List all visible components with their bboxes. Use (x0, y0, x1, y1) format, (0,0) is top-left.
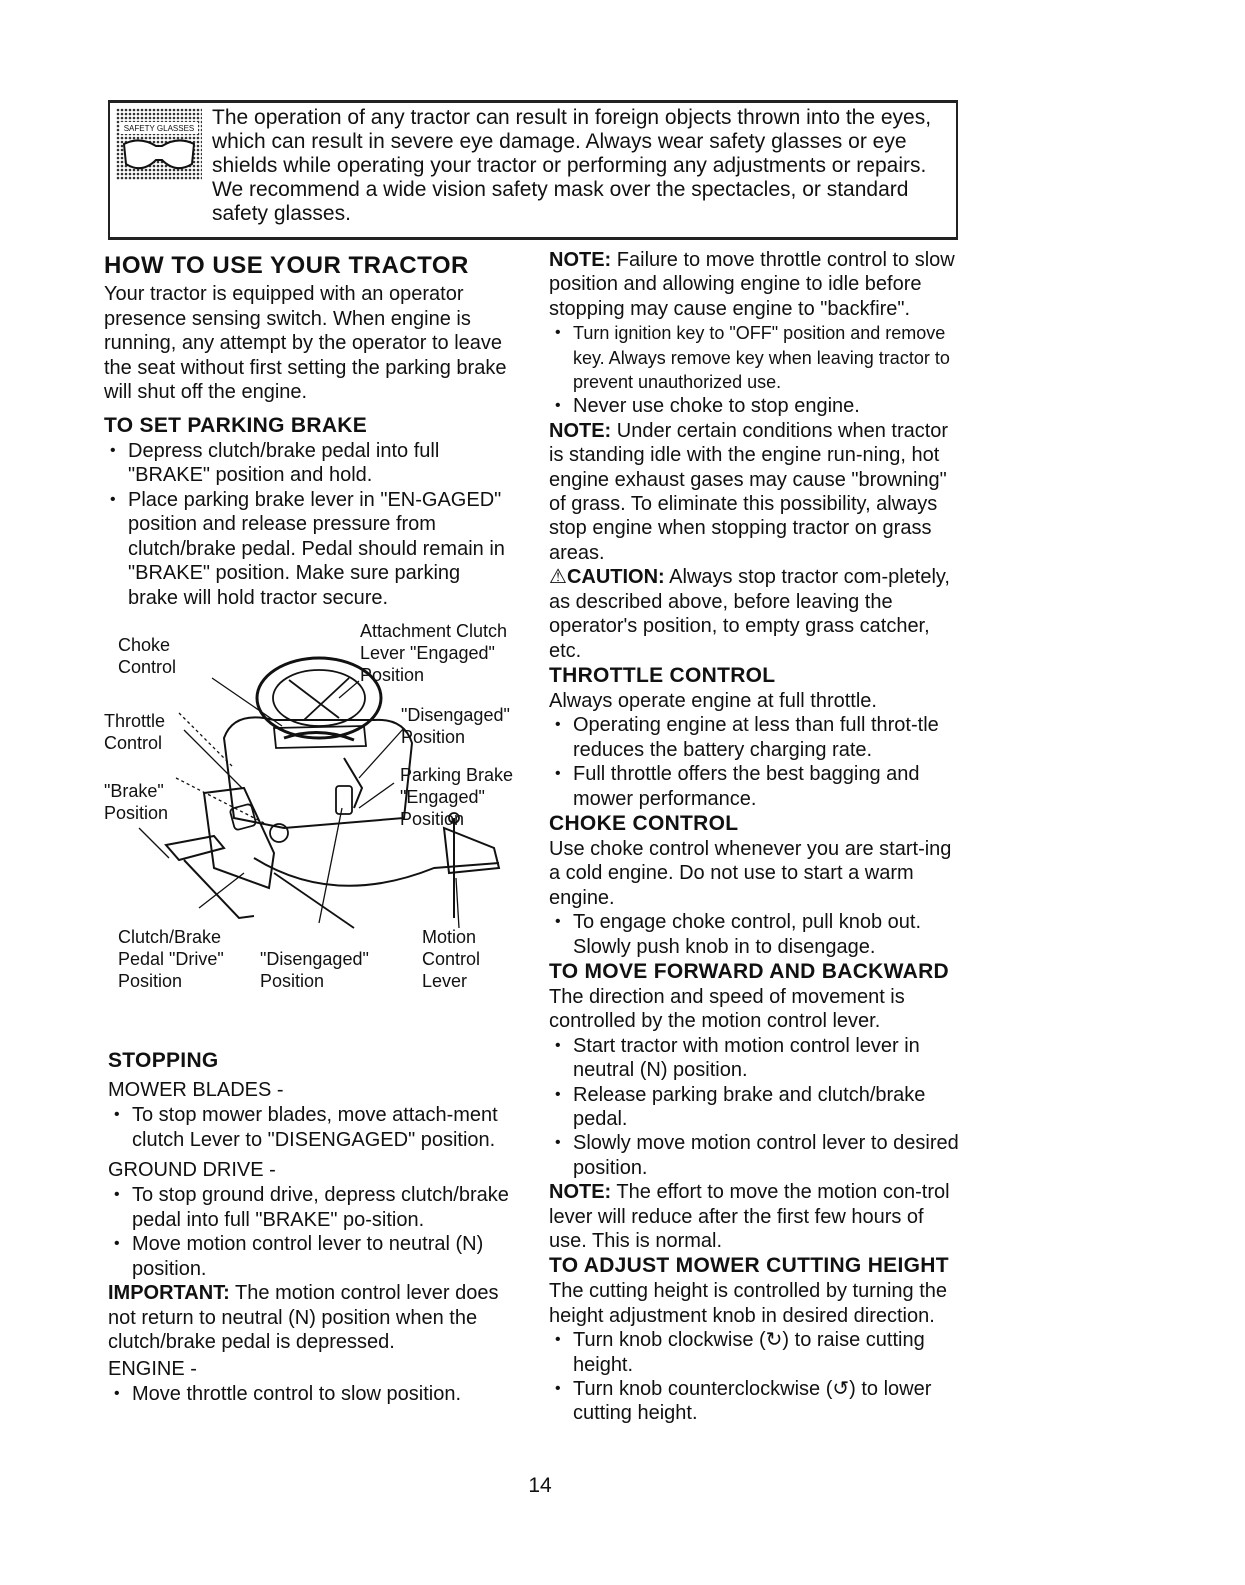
safety-warning-text: The operation of any tractor can result in foreign objects thrown into the eyes, which can result in severe eye damage. Always wear safety glasses or eye shields while operating your tractor or performing any adjustments or repairs. We recommend a wide vision safety mask over the spectacles, or standard safety glasses. (212, 106, 932, 225)
ignition-bullet: • Turn ignition key to "OFF" position and remove key. Always remove key when leaving tractor to prevent unauthorized use. (549, 321, 961, 394)
important-label: IMPORTANT: (108, 1282, 230, 1304)
note3-label: NOTE: (549, 1181, 612, 1204)
parking-brake-heading: TO SET PARKING BRAKE (104, 413, 368, 437)
height-bullet-2: • Turn knob counterclockwise (↺) to lower cutting height. (549, 1377, 961, 1426)
choke-text: Use choke control whenever you are start-ing a cold engine. Do not use to start a warm engine. (549, 837, 952, 909)
move-text: The direction and speed of movement is controlled by the motion control lever. (549, 985, 905, 1033)
safety-icon-label: SAFETY GLASSES (123, 124, 195, 133)
throttle-bullet-1: • Operating engine at less than full throt-tle reduces the battery charging rate. (549, 713, 961, 762)
label-motion-control: Motion Control Lever (422, 927, 481, 991)
label-disengaged-bottom: "Disengaged" Position (260, 949, 369, 991)
ground-drive-heading: GROUND DRIVE - (108, 1159, 276, 1181)
label-clutch-brake-pedal: Clutch/Brake Pedal "Drive" Position (118, 927, 224, 991)
note2-label: NOTE: (549, 419, 612, 442)
note1-label: NOTE: (549, 249, 612, 271)
height-bullet-1: • Turn knob clockwise (↻) to raise cutting height. (549, 1328, 961, 1377)
move-bullet-1: • Start tractor with motion control lever in neutral (N) position. (549, 1034, 961, 1083)
label-disengaged-top: "Disengaged" Position (401, 705, 510, 747)
caution-label: CAUTION: (566, 566, 665, 589)
move-bullet-3: • Slowly move motion control lever to desired position. (549, 1131, 961, 1180)
intro-paragraph: Your tractor is equipped with an operator presence sensing switch. When engine is running, any attempt by the operator to leave the seat without first setting the parking brake will shut off the engine. (104, 283, 507, 403)
mower-blades-heading: MOWER BLADES - (108, 1079, 284, 1101)
parking-bullet-1: • Depress clutch/brake pedal into full "BRAKE" position and hold. (104, 439, 514, 488)
note3-text: The effort to move the motion con-trol lever will reduce after the first few hours of use. This is normal. (549, 1181, 950, 1253)
note2-text: Under certain conditions when tractor is standing idle with the engine run-ning, hot engine exhaust gases may cause "browning" of grass. To eliminate this possibility, always stop engine when stopping tractor on grass areas. (549, 419, 949, 564)
cutting-height-heading: TO ADJUST MOWER CUTTING HEIGHT (549, 1254, 949, 1278)
caution-icon: ⚠ (549, 566, 567, 589)
move-bullet-2: • Release parking brake and clutch/brake pedal. (549, 1083, 961, 1132)
ground-bullet-2: • Move motion control lever to neutral (N) position. (108, 1232, 518, 1281)
engine-bullet-1: • Move throttle control to slow position. (108, 1382, 518, 1407)
label-parking-brake: Parking Brake "Engaged" Position (400, 765, 514, 829)
right-column (549, 248, 961, 1426)
label-brake-position: "Brake" Position (104, 781, 169, 823)
ground-bullet-1: • To stop ground drive, depress clutch/brake pedal into full "BRAKE" po-sition. (108, 1183, 518, 1232)
left-column-top (104, 252, 514, 610)
how-to-use-heading: HOW TO USE YOUR TRACTOR (104, 252, 469, 279)
mower-bullet-1: • To stop mower blades, move attach-ment clutch Lever to "DISENGAGED" position. (108, 1103, 518, 1152)
parking-bullet-2: • Place parking brake lever in "EN-GAGED" position and release pressure from clutch/brake pedal. Pedal should remain in "BRAKE" position. Make sure parking brake will hold tractor secure. (104, 488, 514, 611)
move-heading: TO MOVE FORWARD AND BACKWARD (549, 959, 950, 983)
important-text: The motion control lever does not return to neutral (N) position when the clutch/brake pedal is depressed. (108, 1282, 499, 1353)
page-number: 14 (528, 1474, 552, 1497)
label-attachment-clutch: Attachment Clutch Lever "Engaged" Position (360, 621, 508, 685)
left-column-bottom (108, 1048, 518, 1406)
cutting-height-text: The cutting height is controlled by turning the height adjustment knob in desired direction. (549, 1280, 948, 1327)
choke-bullet-1: • To engage choke control, pull knob out. Slowly push knob in to disengage. (549, 910, 961, 959)
throttle-text: Always operate engine at full throttle. (549, 689, 877, 712)
choke-warning-bullet: • Never use choke to stop engine. (549, 394, 961, 418)
caution-text: Always stop tractor com-pletely, as described above, before leaving the operator's position, to empty grass catcher, etc. (549, 566, 950, 662)
choke-heading: CHOKE CONTROL (549, 811, 739, 835)
label-choke-control: Choke Control (118, 635, 177, 677)
label-throttle-control: Throttle Control (104, 711, 166, 753)
safety-glasses-icon (116, 108, 202, 180)
tractor-controls-figure (104, 618, 529, 1003)
stopping-heading: STOPPING (108, 1049, 219, 1072)
note1-text: Failure to move throttle control to slow position and allowing engine to idle before stopping may cause engine to "backfire". (549, 249, 955, 320)
throttle-heading: THROTTLE CONTROL (549, 663, 776, 687)
throttle-bullet-2: • Full throttle offers the best bagging and mower performance. (549, 762, 961, 811)
engine-heading: ENGINE - (108, 1357, 197, 1380)
